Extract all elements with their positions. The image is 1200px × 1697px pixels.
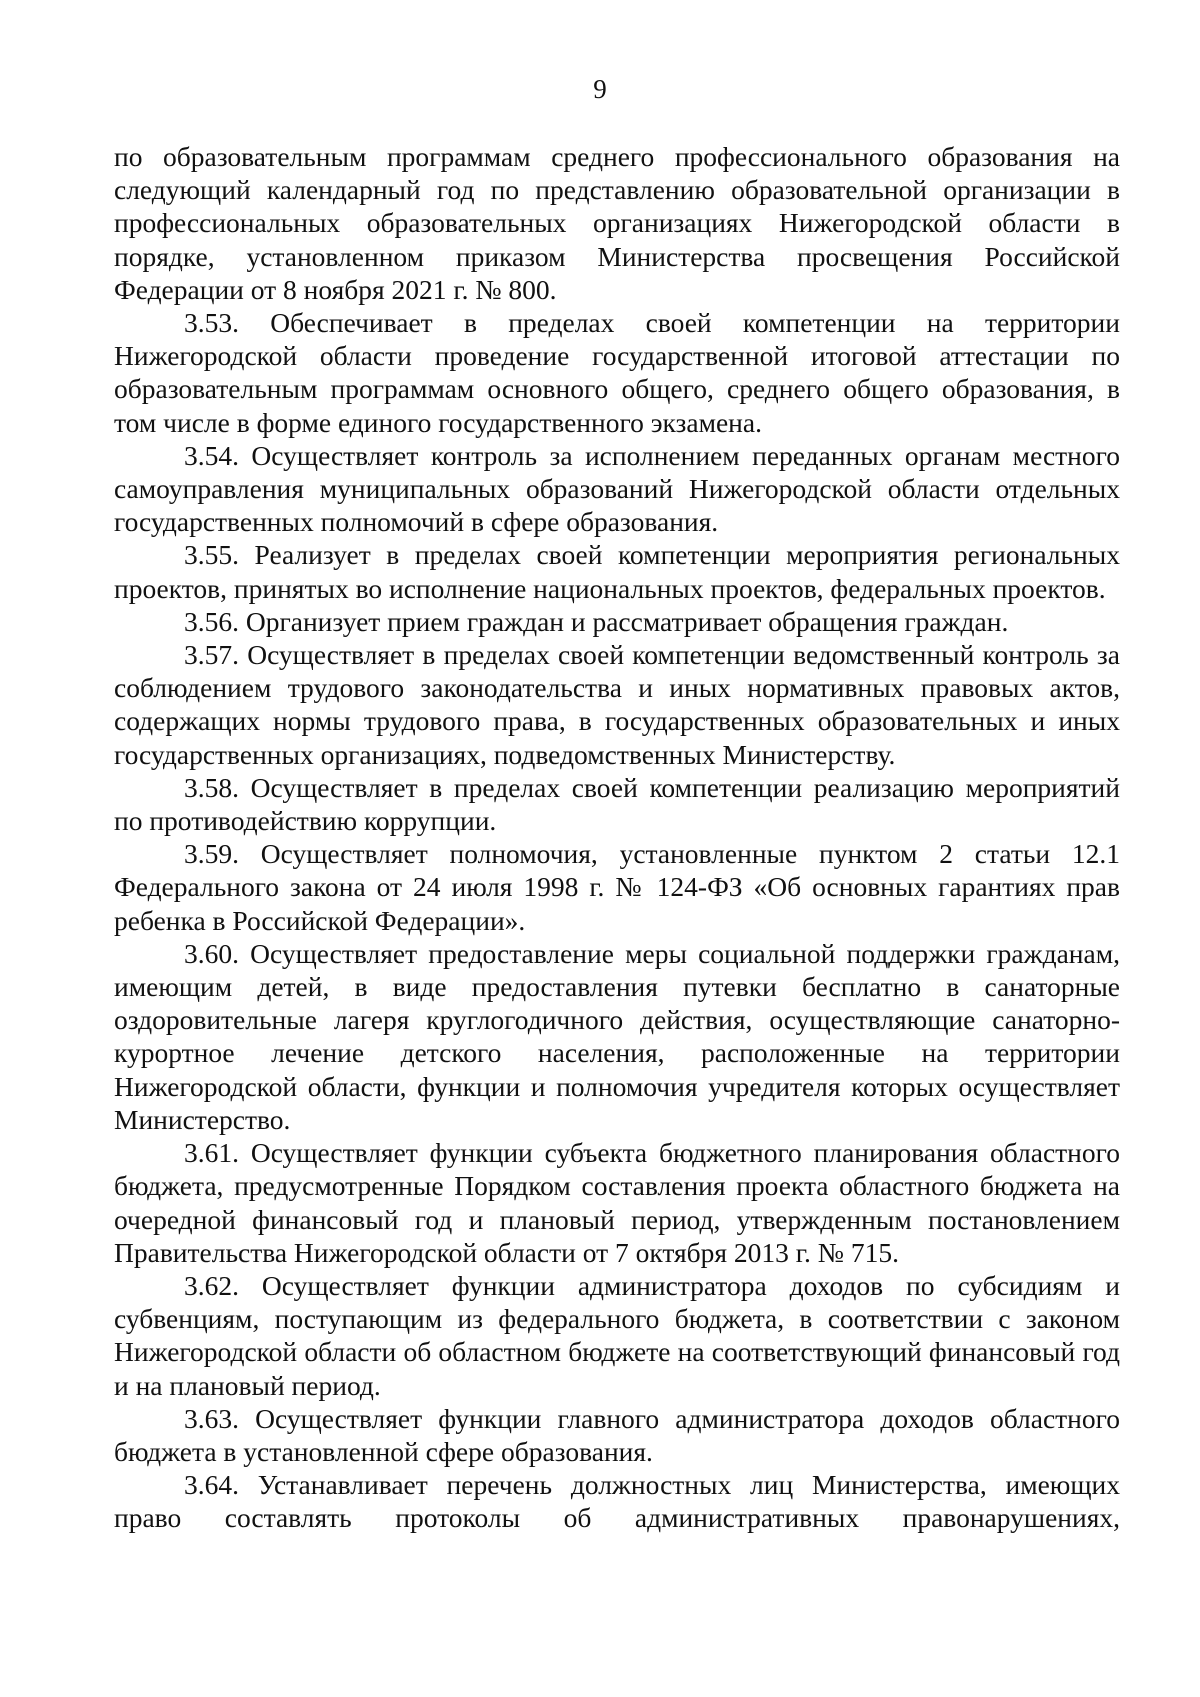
paragraph-3-55: 3.55. Реализует в пределах своей компетенции мероприятия региональных проектов, принятых во исполнение национальных проектов, федеральных проектов. — [114, 539, 1120, 604]
paragraph-3-64: 3.64. Устанавливает перечень должностных лиц Министерства, имеющих право составлять протоколы об административных правонарушениях, — [114, 1469, 1120, 1534]
document-body — [114, 140, 1120, 1535]
paragraph-3-54: 3.54. Осуществляет контроль за исполнением переданных органам местного самоуправления муниципальных образований Нижегородской области отдельных государственных полномочий в сфере образования. — [114, 439, 1120, 538]
page-number: 9 — [593, 74, 607, 104]
paragraph-continuation: по образовательным программам среднего профессионального образования на следующий календарный год по представлению образовательной организации в профессиональных образовательных организациях Нижегородской области в порядке, установленном приказом Министерства просвещения Российской Федерации от 8 ноября 2021 г. № 800. — [114, 141, 1120, 305]
paragraph-3-56: 3.56. Организует прием граждан и рассматривает обращения граждан. — [184, 605, 1009, 637]
paragraph-3-60: 3.60. Осуществляет предоставление меры социальной поддержки гражданам, имеющим детей, в виде предоставления путевки бесплатно в санаторные оздоровительные лагеря круглогодичного действия, осуществляющие санаторно-курортное лечение детского населения, расположенные на территории Нижегородской области, функции и полномочия учредителя которых осуществляет Министерство. — [114, 937, 1120, 1135]
paragraph-3-53: 3.53. Обеспечивает в пределах своей компетенции на территории Нижегородской области проведение государственной итоговой аттестации по образовательным программам основного общего, среднего общего образования, в том числе в форме единого государственного экзамена. — [114, 307, 1120, 438]
paragraph-3-62: 3.62. Осуществляет функции администратора доходов по субсидиям и субвенциям, поступающим из федерального бюджета, в соответствии с законом Нижегородской области об областном бюджете на соответствующий финансовый год и на плановый период. — [114, 1269, 1120, 1401]
paragraph-3-58: 3.58. Осуществляет в пределах своей компетенции реализацию мероприятий по противодействию коррупции. — [114, 771, 1120, 837]
paragraph-3-57: 3.57. Осуществляет в пределах своей компетенции ведомственный контроль за соблюдением трудового законодательства и иных нормативных правовых актов, содержащих нормы трудового права, в государственных образовательных и иных государственных организациях, подведомственных Министерству. — [114, 639, 1120, 770]
paragraph-3-59: 3.59. Осуществляет полномочия, установленные пунктом 2 статьи 12.1 Федерального закона от 24 июля 1998 г. № 124-ФЗ «Об основных гарантиях прав ребенка в Российской Федерации». — [114, 838, 1120, 936]
paragraph-3-61: 3.61. Осуществляет функции субъекта бюджетного планирования областного бюджета, предусмотренные Порядком составления проекта областного бюджета на очередной финансовый год и плановый период, утвержденным постановлением Правительства Нижегородской области от 7 октября 2013 г. № 715. — [114, 1137, 1120, 1268]
paragraph-3-63: 3.63. Осуществляет функции главного администратора доходов областного бюджета в установленной сфере образования. — [114, 1402, 1120, 1467]
